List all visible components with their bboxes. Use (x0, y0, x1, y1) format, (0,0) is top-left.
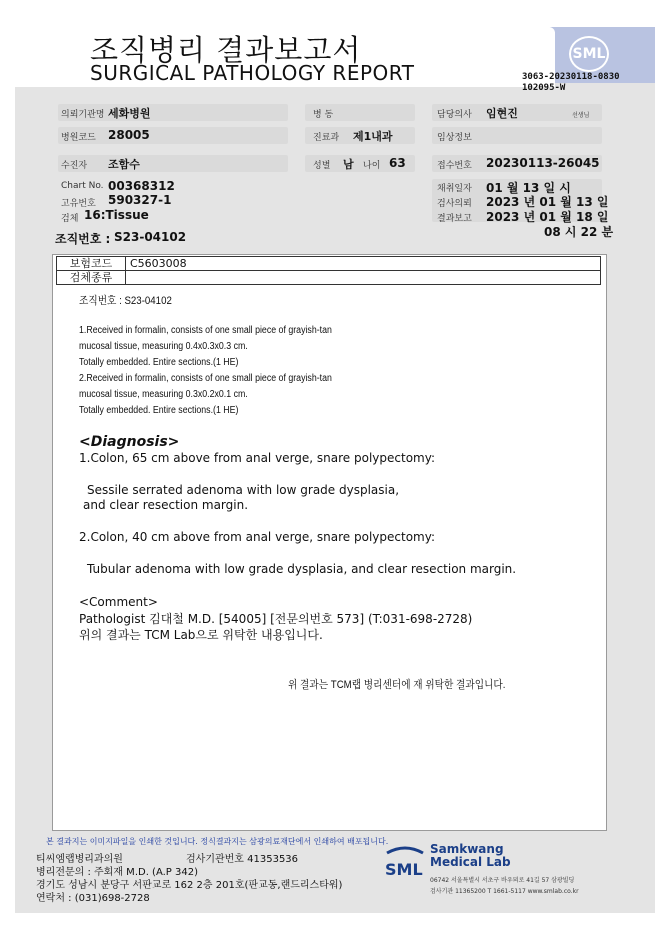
report-id-line1: 3063-20230118-0830 (522, 72, 620, 82)
table-row (57, 271, 601, 285)
unique-no-value: 590327-1 (108, 193, 172, 207)
comment-title: <Comment> (79, 595, 158, 609)
contact-line: 연락처 : (031)698-2728 (36, 893, 150, 904)
institution-value: 세화병원 (108, 107, 151, 120)
tissue-no-label: 조직번호 : (55, 232, 111, 246)
clinical-info-label: 임상정보 (437, 133, 472, 143)
sml-logo-icon: SML (569, 36, 609, 72)
tissue-no-value: S23-04102 (114, 230, 187, 244)
lab-code: 검사기관번호 41353536 (186, 854, 299, 865)
institution-label: 의뢰기관명 (61, 110, 105, 120)
address-line: 경기도 성남시 분당구 서판교로 162 2층 201호(판교동,랜드리스타워) (36, 880, 343, 891)
report-tissue-no: 조직번호 : S23-04102 (79, 295, 172, 307)
gross-line: 1.Received in formalin, consists of one small piece of grayish-tan (79, 325, 332, 336)
diagnosis-2-site: 2.Colon, 40 cm above from anal verge, snare polypectomy: (79, 530, 435, 544)
diagnosis-1-line2: and clear resection margin. (83, 498, 249, 512)
center-note: 위 결과는 TCM랩 병리센터에 재 위탁한 결과입니다. (288, 679, 506, 691)
age-label: 나이 (363, 161, 381, 171)
ward-label: 병 동 (313, 110, 334, 120)
gross-line: 2.Received in formalin, consists of one small piece of grayish-tan (79, 373, 332, 384)
gross-line: mucosal tissue, measuring 0.3x0.2x0.1 cm. (79, 389, 248, 400)
sk-name-line1: Samkwang (430, 842, 504, 856)
title-english: SURGICAL PATHOLOGY REPORT (90, 61, 415, 85)
report-date-value: 2023 년 01 월 18 일 (486, 210, 609, 224)
samkwang-name (430, 843, 511, 869)
insurance-table (56, 256, 601, 285)
table-value: C5603008 (126, 257, 601, 271)
samkwang-logo-icon (383, 845, 427, 881)
patient-value: 조함수 (108, 158, 140, 171)
gross-line: Totally embedded. Entire sections.(1 HE) (79, 357, 239, 368)
hospital-code-value: 28005 (108, 128, 150, 142)
doctor-label: 담당의사 (437, 110, 472, 120)
report-date-label: 결과보고 (437, 214, 472, 224)
sk-name-line2: Medical Lab (430, 855, 511, 869)
sk-contact: 검사기관 11365200 T 1661-5117 www.smlab.co.kr (430, 888, 579, 895)
consign-note: 위의 결과는 TCM Lab으로 위탁한 내용입니다. (79, 628, 323, 642)
diagnosis-1-line1: Sessile serrated adenoma with low grade dysplasia, (87, 483, 400, 497)
request-date-label: 검사의뢰 (437, 199, 472, 209)
table-key: 검체종류 (57, 271, 126, 285)
diagnosis-1-site: 1.Colon, 65 cm above from anal verge, snare polypectomy: (79, 451, 435, 465)
diagnosis-title: <Diagnosis> (79, 434, 180, 450)
doctor-value: 임현진 (486, 107, 518, 120)
receipt-no-label: 접수번호 (437, 161, 472, 171)
sex-label: 성별 (313, 161, 331, 171)
specimen-label: 검체 (61, 214, 79, 224)
gross-line: mucosal tissue, measuring 0.4x0.3x0.3 cm. (79, 341, 248, 352)
table-row (57, 257, 601, 271)
hospital-code-label: 병원코드 (61, 133, 96, 143)
department-label: 진료과 (313, 133, 340, 143)
patient-field (58, 155, 288, 172)
sex-value: 남 (343, 158, 354, 171)
title-korean: 조직병리 결과보고서 (90, 33, 362, 67)
gross-line: Totally embedded. Entire sections.(1 HE) (79, 405, 239, 416)
sk-address: 06742 서울특별시 서초구 바우뫼로 41길 57 삼광빌딩 (430, 877, 575, 884)
specialist-line: 병리전문의 : 주회재 M.D. (A.P 342) (36, 867, 198, 878)
collection-date-value: 01 월 13 일 시 (486, 181, 571, 195)
footer-notice: 본 결과지는 이미지파일을 인쇄한 것입니다. 정식결과지는 삼광의료재단에서 인쇄하여 배포됩니다. (46, 837, 389, 846)
chart-no-label: Chart No. (61, 181, 104, 191)
report-time-value: 08 시 22 분 (544, 225, 614, 239)
table-value (126, 271, 601, 285)
sk-logo-text: SML (385, 860, 423, 879)
pathologist-line: Pathologist 김대철 M.D. [54005] [전문의번호 573] (T:031-698-2728) (79, 612, 473, 626)
request-date-value: 2023 년 01 월 13 일 (486, 195, 609, 209)
report-id (522, 72, 652, 94)
table-key: 보험코드 (57, 257, 126, 271)
collection-date-label: 채취일자 (437, 184, 472, 194)
department-value: 제1내과 (353, 130, 393, 143)
specimen-value: 16:Tissue (84, 208, 149, 222)
doctor-suffix: 선생님 (572, 112, 590, 119)
receipt-no-value: 20230113-26045 (486, 156, 600, 170)
unique-no-label: 고유번호 (61, 199, 96, 209)
lab-name: 티씨엠랩병리과의원 (36, 854, 123, 865)
patient-label: 수진자 (61, 161, 88, 171)
diagnosis-2-line1: Tubular adenoma with low grade dysplasia, and clear resection margin. (87, 562, 517, 576)
report-id-line2: 102095-W (522, 83, 566, 93)
chart-no-value: 00368312 (108, 179, 175, 193)
age-value: 63 (389, 156, 406, 170)
